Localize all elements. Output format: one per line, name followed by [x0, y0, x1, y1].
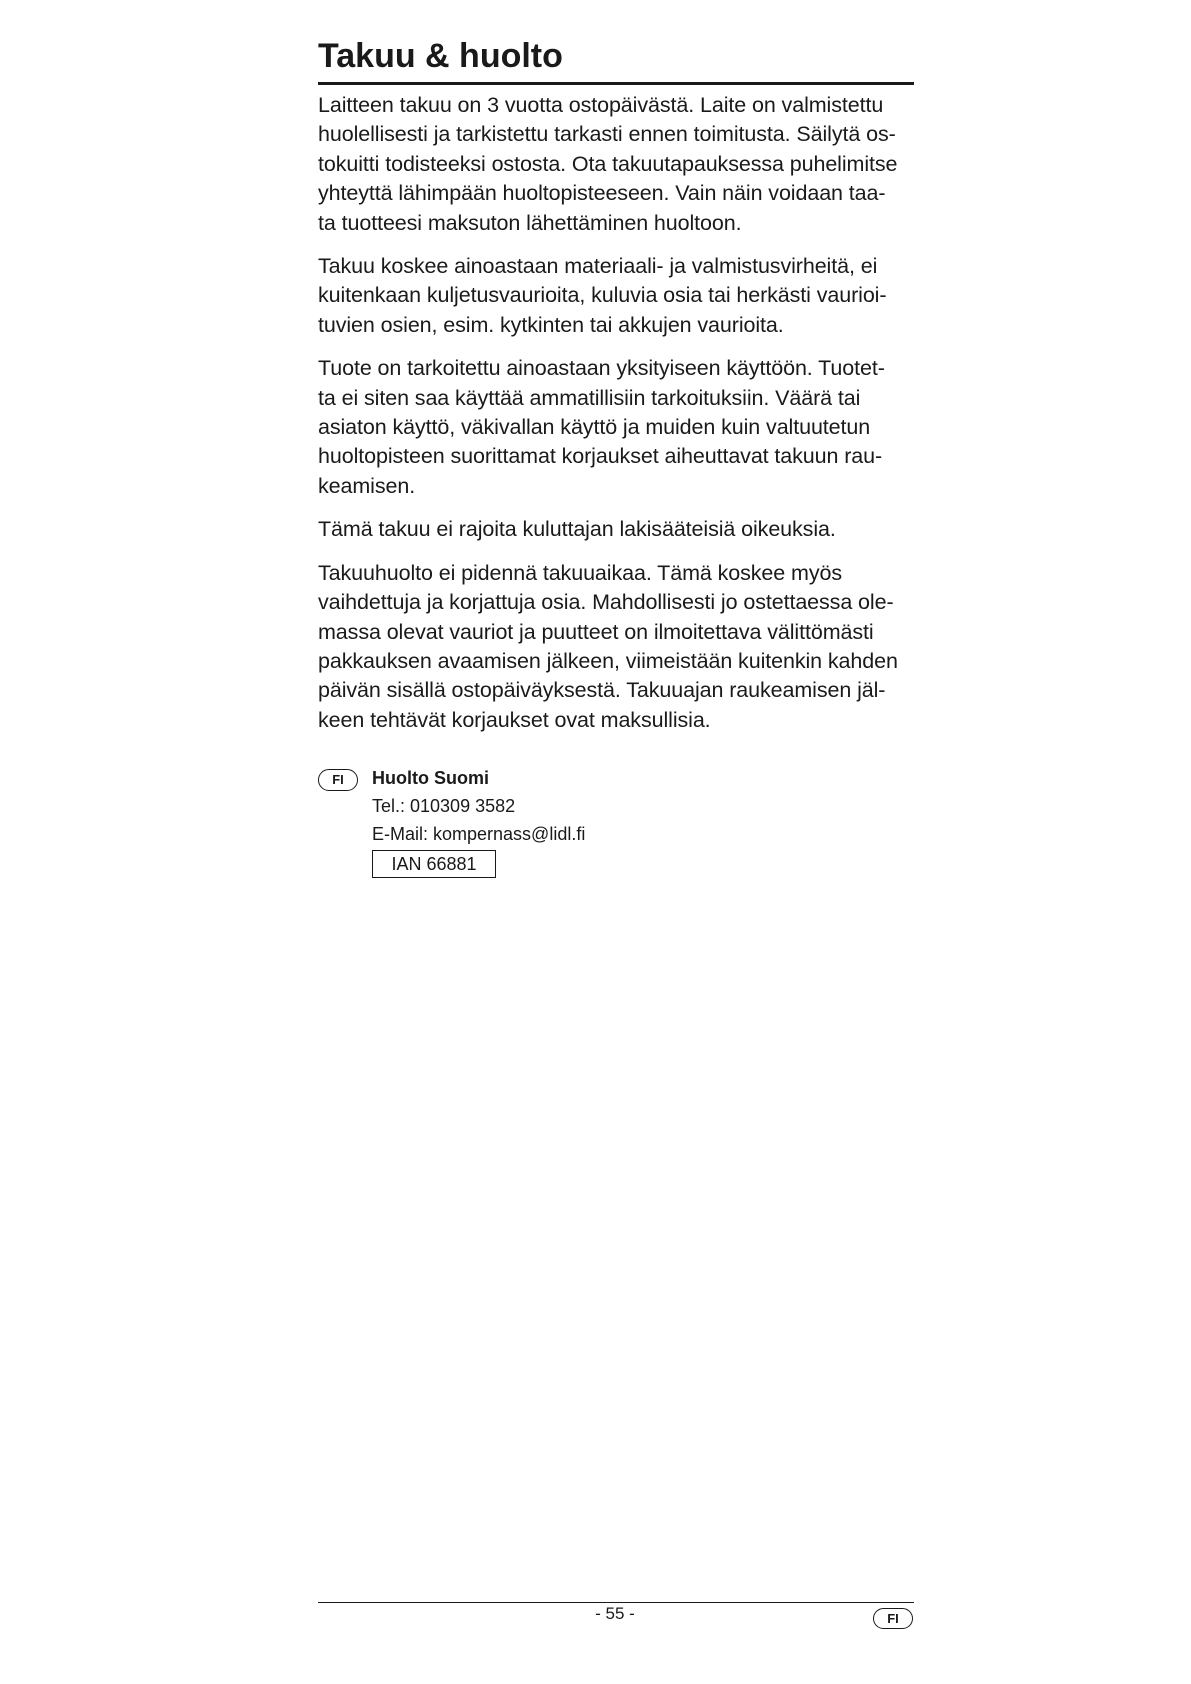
service-phone: Tel.: 010309 3582: [372, 796, 516, 816]
service-email: E-Mail: kompernass@lidl.fi: [372, 824, 586, 844]
service-name: Huolto Suomi: [372, 768, 489, 788]
paragraph-statutory-rights: Tämä takuu ei rajoita kuluttajan lakisääteisiä oikeuksia.: [318, 517, 836, 542]
paragraph-private-use: Tuote on tarkoitettu ainoastaan yksityiseen käyttöön. Tuotet- ta ei siten saa käyttää ammatillisiin tarkoituksiin. Väärä tai asiaton käyttö, väkivallan käyttö ja muiden kuin valtuutetun huoltopisteen suorittamat korjaukset aiheuttavat takuun rau- keamisen.: [318, 356, 885, 498]
service-contact-block: [318, 764, 718, 878]
footer-country-badge: FI: [873, 1608, 913, 1629]
paragraph-warranty-scope: Takuu koskee ainoastaan materiaali- ja valmistusvirheitä, ei kuitenkaan kuljetusvaurioita, kuluvia osia tai herkästi vaurioi- tuvien osien, esim. kytkinten tai akkujen vaurioita.: [318, 254, 887, 337]
page-number: - 55 -: [595, 1604, 635, 1623]
footer-divider: [318, 1602, 914, 1603]
paragraph-warranty-service: Takuuhuolto ei pidennä takuuaikaa. Tämä koskee myös vaihdettuja ja korjattuja osia. Mahdollisesti jo ostettaessa ole- massa olevat vauriot ja puutteet on ilmoitettava välittömästi pakkauksen avaamisen jälkeen, viimeistään kuitenkin kahden päivän sisällä ostopäiväyksestä. Takuuajan raukeamisen jäl- keen tehtävät korjaukset ovat maksullisia.: [318, 560, 898, 732]
ian-number-box: IAN 66881: [372, 850, 496, 878]
body-text: [318, 91, 914, 735]
paragraph-warranty-period: Laitteen takuu on 3 vuotta ostopäivästä. Laite on valmistettu huolellisesti ja tarkistettu tarkasti ennen toimitusta. Säilytä os- tokuitti todisteeksi ostosta. Ota takuutapauksessa puhelimitse yhteyttä lähimpään huoltopisteeseen. Vain näin voidaan taa- ta tuotteesi maksuton lähettäminen huoltoon.: [318, 93, 898, 235]
page-title: Takuu & huolto: [318, 36, 914, 85]
main-content: [318, 36, 914, 749]
country-badge: FI: [318, 769, 358, 791]
